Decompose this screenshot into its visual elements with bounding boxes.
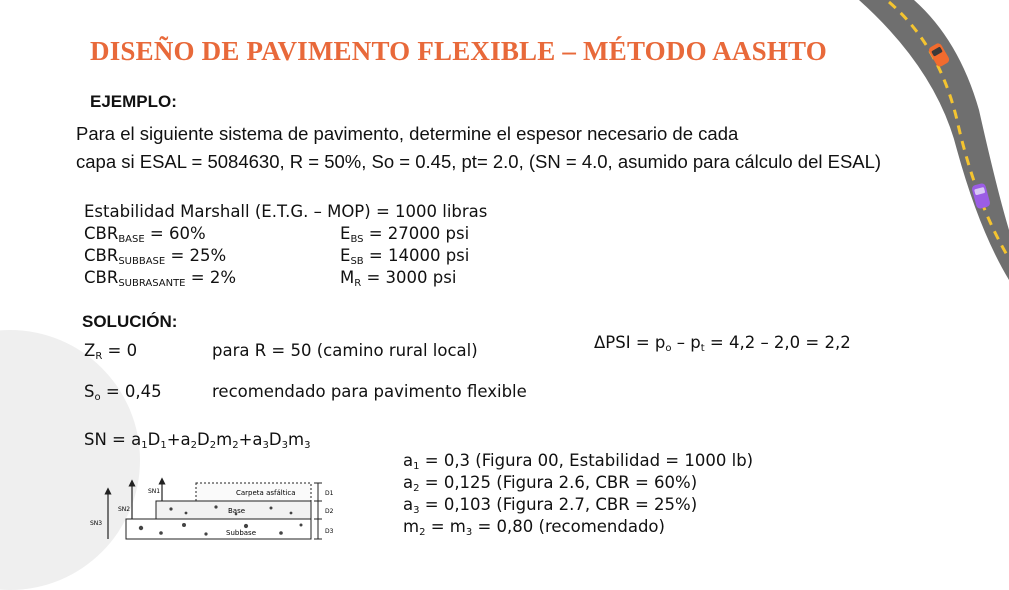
- m-r: $M_R = 3000$ psi: [340, 268, 457, 289]
- e-sb: $E_{SB} = 14000$ psi: [340, 246, 470, 267]
- problem-line-2: capa si ESAL = 5084630, R = 50%, So = 0.45, pt= 2.0, (SN = 4.0, asumido para cálculo del ESAL): [76, 151, 882, 172]
- a3-value: $a_3 = 0,103$ (Figura 2.7, CBR = 25%): [403, 495, 698, 516]
- example-heading: EJEMPLO:: [90, 92, 177, 111]
- so-note: recomendado para pavimento flexible: [212, 382, 527, 401]
- carpeta-label: Carpeta asfáltica: [236, 489, 296, 497]
- solution-heading: SOLUCIÓN:: [82, 312, 178, 331]
- d3-label: D3: [325, 528, 334, 535]
- problem-line-1: Para el siguiente sistema de pavimento, determine el espesor necesario de cada: [76, 123, 739, 144]
- cbr-subrasante: $CBR_{SUBRASANTE} = 2\%$: [84, 268, 237, 289]
- page-title: DISEÑO DE PAVIMENTO FLEXIBLE – MÉTODO AASHTO: [90, 36, 827, 66]
- d2-label: D2: [325, 508, 334, 515]
- cbr-base: $CBR_{BASE} = 60\%$: [84, 224, 206, 245]
- zr-note: para R = 50 (camino rural local): [212, 341, 478, 360]
- sn3-label: SN3: [90, 520, 103, 527]
- base-label: Base: [228, 507, 246, 515]
- m-values: $m_2 = m_3 = 0,80$ (recomendado): [403, 517, 665, 538]
- pavement-layers-diagram: [86, 473, 346, 563]
- problem-statement: [76, 120, 881, 176]
- e-bs: $E_{BS} = 27000$ psi: [340, 224, 470, 245]
- delta-psi: $\Delta PSI = p_o - p_t = 4,2 - 2,0 = 2,2$: [594, 333, 851, 354]
- sn2-label: SN2: [118, 506, 131, 513]
- marshall-stability: Estabilidad Marshall (E.T.G. – MOP) = 1000 libras: [84, 202, 488, 221]
- sn1-label: SN1: [148, 488, 161, 495]
- a2-value: $a_2 = 0,125$ (Figura 2.6, CBR = 60%): [403, 473, 698, 494]
- subbase-label: Subbase: [226, 529, 257, 537]
- so-value: $S_o = 0,45$: [84, 382, 162, 403]
- cbr-subbase: $CBR_{SUBBASE} = 25\%$: [84, 246, 227, 267]
- a1-value: $a_1 = 0,3$ (Figura 00, Estabilidad = 1000 lb): [403, 451, 754, 472]
- sn-formula: SN = $a_1D_1+a_2D_2m_2+a_3D_3m_3$: [84, 430, 311, 451]
- zr-value: $Z_R = 0$: [84, 341, 138, 362]
- d1-label: D1: [325, 490, 334, 497]
